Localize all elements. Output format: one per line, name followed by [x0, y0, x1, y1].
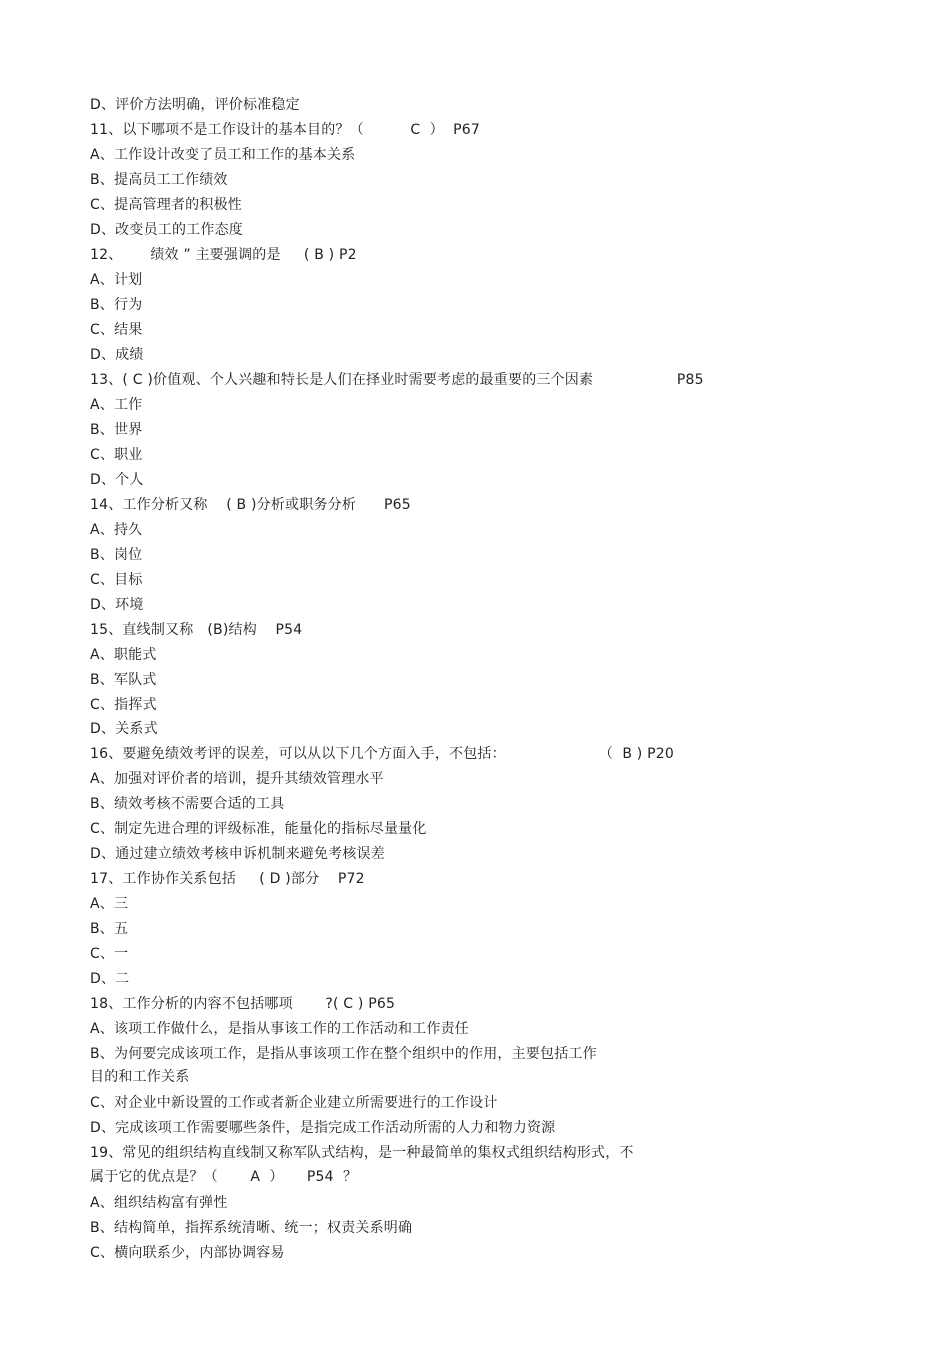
option-line-continued: 目的和工作关系 [90, 1069, 190, 1085]
option-line: B、世界 [90, 422, 143, 438]
option-line: C、指挥式 [90, 697, 157, 713]
question-12: 12、 绩效 ” 主要强调的是 ( B ) P2 [90, 247, 357, 263]
option-line: C、制定先进合理的评级标准，能量化的指标尽量量化 [90, 821, 427, 837]
question-11: 11、以下哪项不是工作设计的基本目的？（ C ） P67 [90, 122, 480, 138]
option-line: D、环境 [90, 597, 144, 613]
question-19-continued: 属于它的优点是？（ A ） P54 ？ [90, 1169, 358, 1185]
option-line: A、职能式 [90, 647, 157, 663]
option-line: D、关系式 [90, 721, 158, 737]
option-line: D、改变员工的工作态度 [90, 222, 243, 238]
option-line: B、行为 [90, 297, 143, 313]
option-line: B、岗位 [90, 547, 143, 563]
option-line: A、工作 [90, 397, 143, 413]
question-19: 19、常见的组织结构直线制又称军队式结构，是一种最简单的集权式组织结构形式，不 [90, 1145, 634, 1161]
option-line: D、个人 [90, 472, 144, 488]
option-line: D、完成该项工作需要哪些条件，是指完成工作活动所需的人力和物力资源 [90, 1120, 556, 1136]
option-line: D、二 [90, 971, 130, 987]
option-line: B、为何要完成该项工作，是指从事该项工作在整个组织中的作用，主要包括工作 [90, 1046, 597, 1062]
option-line: B、结构简单，指挥系统清晰、统一；权责关系明确 [90, 1220, 413, 1236]
option-line: A、组织结构富有弹性 [90, 1195, 228, 1211]
question-13: 13、( C )价值观、个人兴趣和特长是人们在择业时需要考虑的最重要的三个因素 P85 [90, 372, 704, 388]
question-15: 15、直线制又称 (B)结构 P54 [90, 622, 303, 638]
option-line: A、持久 [90, 522, 143, 538]
question-17: 17、工作协作关系包括 ( D )部分 P72 [90, 871, 365, 887]
option-line: C、结果 [90, 322, 143, 338]
text-line: D、评价方法明确，评价标准稳定 [90, 97, 300, 113]
option-line: A、三 [90, 896, 129, 912]
question-18: 18、工作分析的内容不包括哪项 ?( C ) P65 [90, 996, 396, 1012]
option-line: D、成绩 [90, 347, 144, 363]
option-line: A、加强对评价者的培训，提升其绩效管理水平 [90, 771, 384, 787]
option-line: C、一 [90, 946, 129, 962]
option-line: A、计划 [90, 272, 143, 288]
option-line: B、军队式 [90, 672, 157, 688]
option-line: B、五 [90, 921, 129, 937]
option-line: C、对企业中新设置的工作或者新企业建立所需要进行的工作设计 [90, 1095, 498, 1111]
option-line: A、该项工作做什么，是指从事该工作的工作活动和工作责任 [90, 1021, 469, 1037]
option-line: C、目标 [90, 572, 143, 588]
option-line: D、通过建立绩效考核申诉机制来避免考核误差 [90, 846, 385, 862]
option-line: C、横向联系少，内部协调容易 [90, 1245, 285, 1261]
question-14: 14、工作分析又称 ( B )分析或职务分析 P65 [90, 497, 411, 513]
option-line: B、提高员工工作绩效 [90, 172, 228, 188]
question-16: 16、要避免绩效考评的误差，可以从以下几个方面入手，不包括： （ B ) P20 [90, 746, 674, 762]
option-line: C、提高管理者的积极性 [90, 197, 242, 213]
option-line: B、绩效考核不需要合适的工具 [90, 796, 285, 812]
option-line: C、职业 [90, 447, 143, 463]
option-line: A、工作设计改变了员工和工作的基本关系 [90, 147, 356, 163]
